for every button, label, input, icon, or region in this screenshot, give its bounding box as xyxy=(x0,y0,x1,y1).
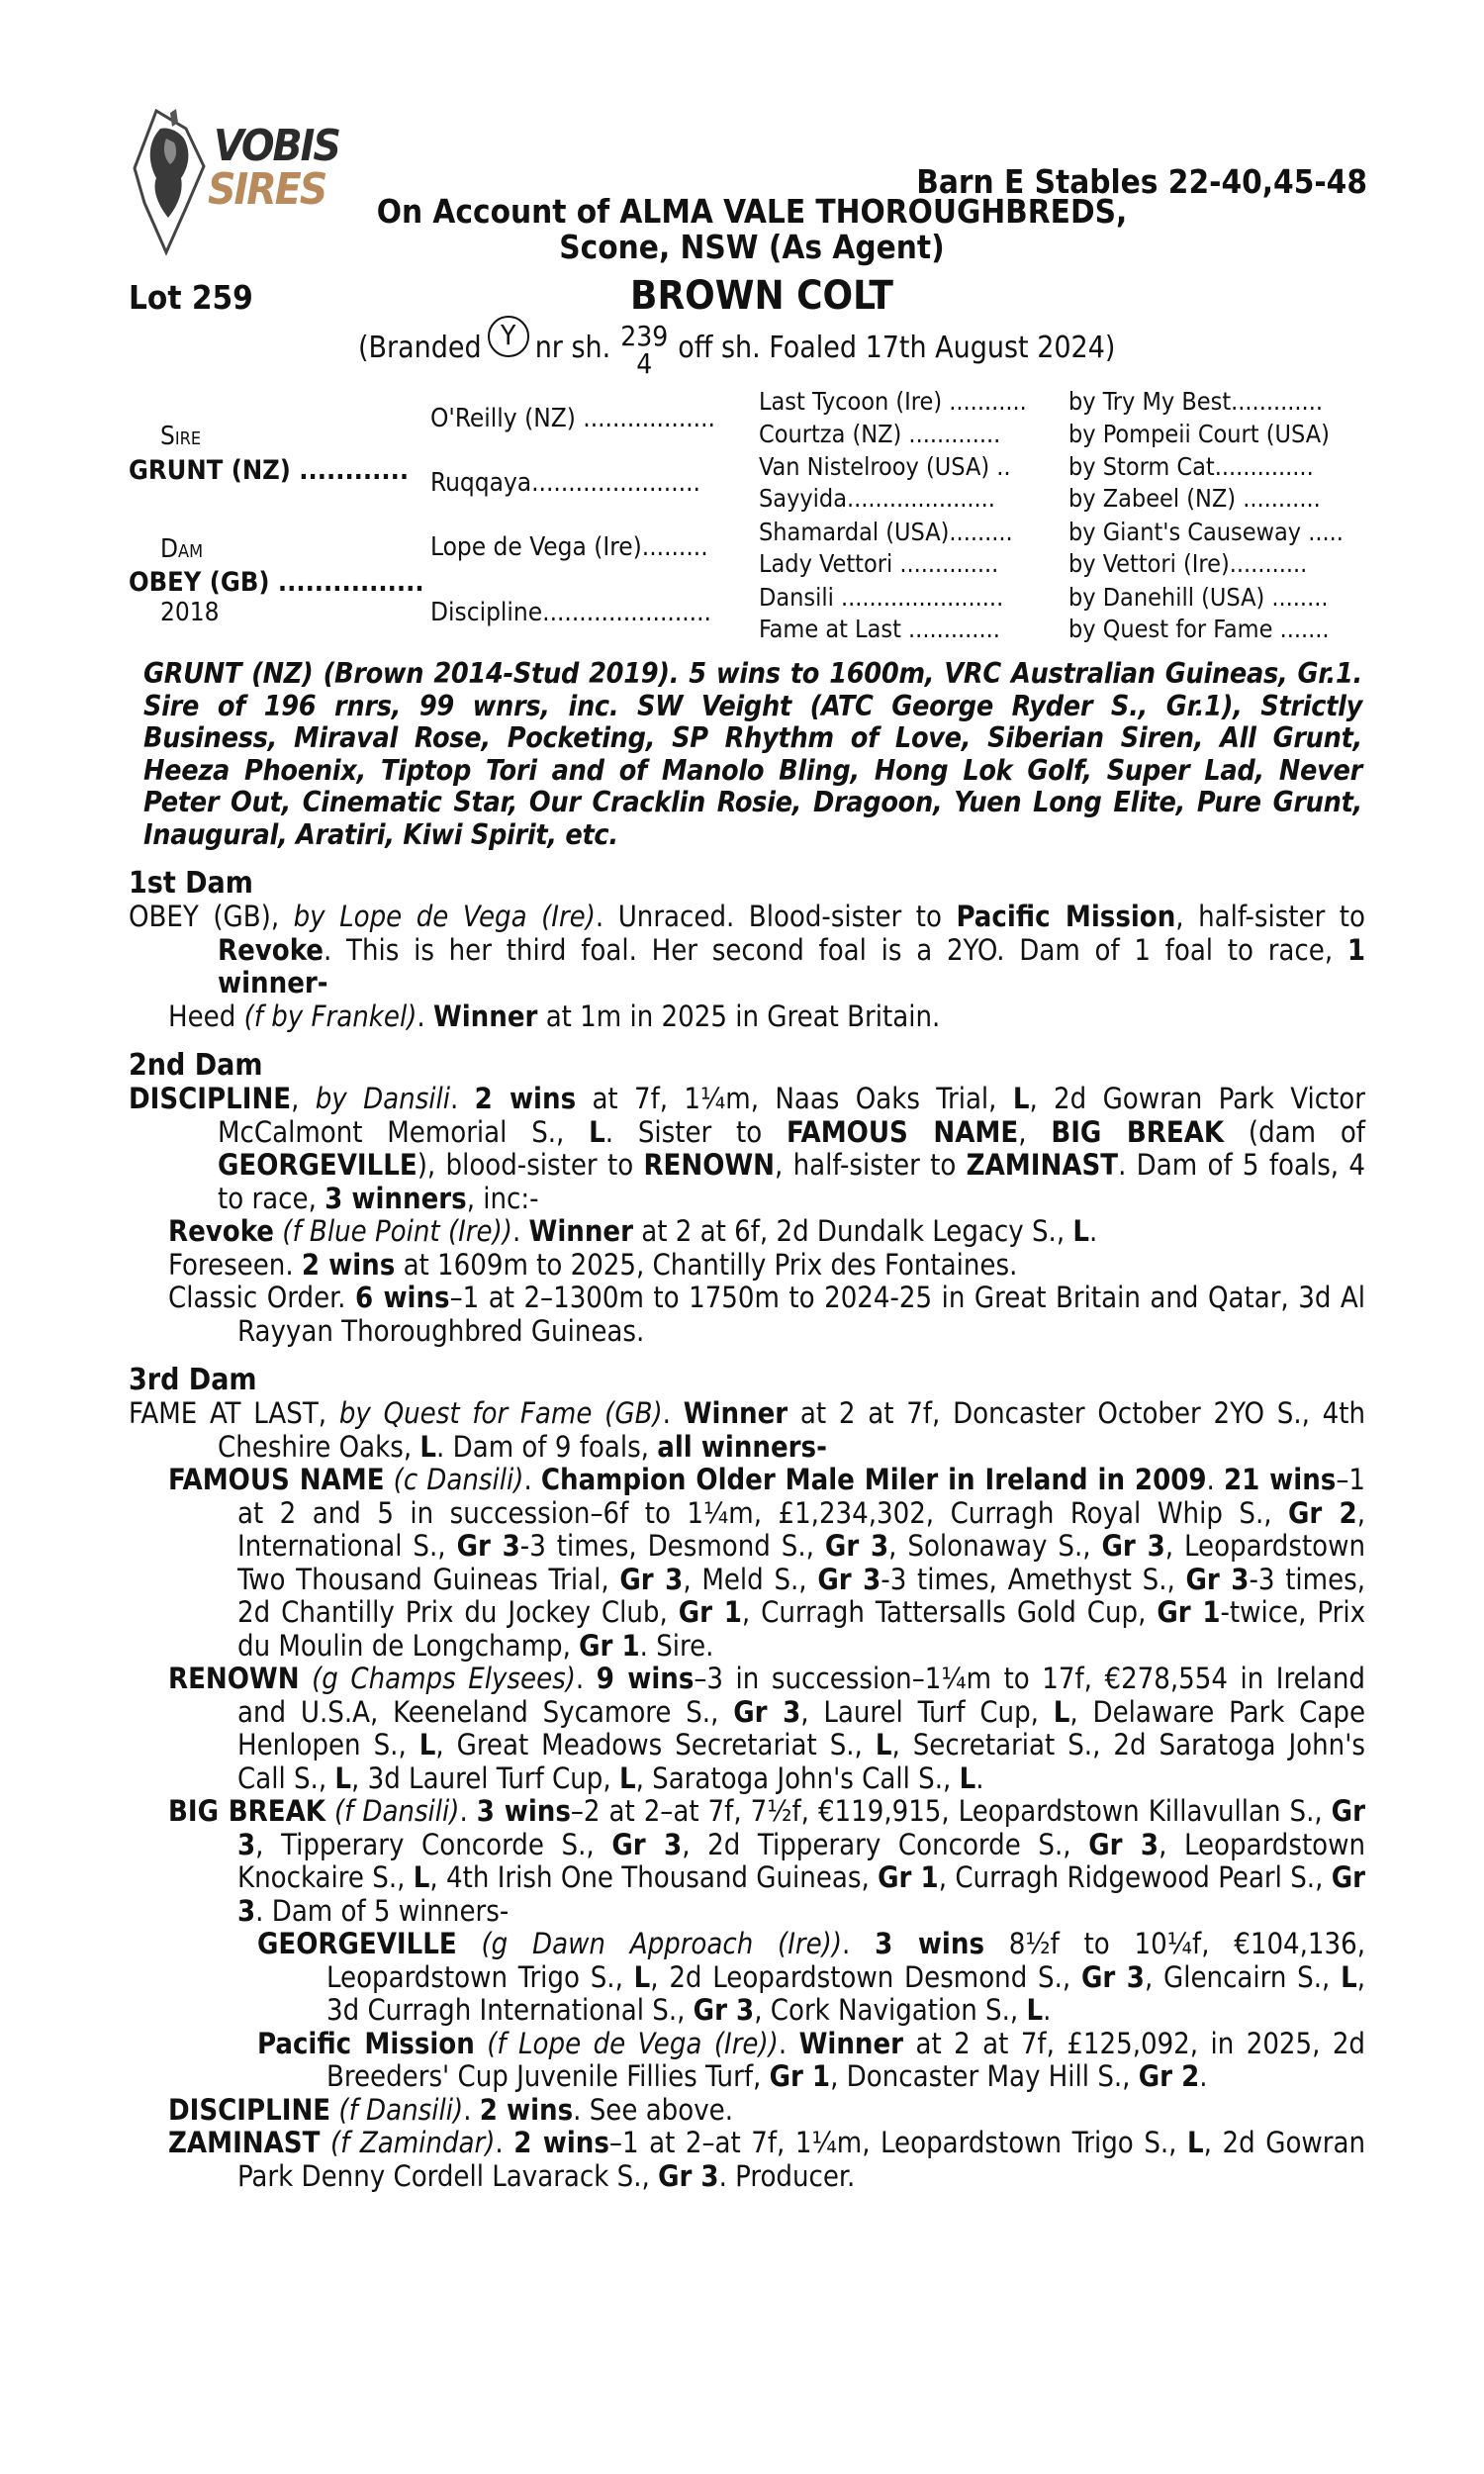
text: . Sire. xyxy=(639,1628,714,1663)
text: , Cork Navigation S., xyxy=(754,1993,1027,2027)
bold-text: Gr 3 xyxy=(619,1562,684,1596)
text: ), blood-sister to xyxy=(417,1148,644,1182)
pedigree-paragraph xyxy=(129,901,1365,1000)
text: , xyxy=(291,1082,316,1115)
text: , Doncaster May Hill S., xyxy=(830,2059,1139,2093)
bold-text: Gr 2 xyxy=(1288,1495,1357,1530)
bold-text: 2 wins xyxy=(513,2126,609,2159)
bold-text: Gr 1 xyxy=(769,2059,831,2093)
pedigree-paragraph xyxy=(129,1249,1365,1283)
sire-dam: Ruqqaya....................... xyxy=(430,468,700,498)
brand-near-side: nr sh. xyxy=(534,331,611,365)
bold-text: Gr 3 xyxy=(1080,1959,1145,1994)
bold-text: Gr 1 xyxy=(878,1860,939,1894)
dam-name: OBEY (GB) ................ xyxy=(129,567,424,598)
text: , 2d Gowran Park Victor McCalmont Memorial S., xyxy=(218,1082,1365,1149)
bold-text: 2 wins xyxy=(301,1247,396,1282)
gen3-sire: by Try My Best............. xyxy=(1068,387,1323,416)
bold-text: L xyxy=(1341,1959,1357,1994)
bold-text: Gr 3 xyxy=(1088,1827,1159,1861)
gen3-name: Dansili ....................... xyxy=(759,583,1004,612)
bold-text: L xyxy=(1026,1993,1044,2027)
text: . xyxy=(975,1760,984,1795)
bold-text: 2 wins xyxy=(479,2092,574,2127)
bold-text: Champion Older Male Miler in Ireland in 2009 xyxy=(540,1463,1207,1496)
bold-text: BIG BREAK xyxy=(1051,1114,1225,1149)
brand-prefix: (Branded xyxy=(358,331,482,365)
pedigree-paragraph xyxy=(129,1215,1365,1249)
bold-text: L xyxy=(1053,1694,1070,1729)
bold-text: Gr 1 xyxy=(678,1595,742,1629)
text: . xyxy=(662,1396,684,1430)
italic-text: (f Blue Point (Ire)) xyxy=(274,1214,512,1248)
bold-text: 2 wins xyxy=(474,1082,577,1115)
italic-text: (f Lope de Vega (Ire)) xyxy=(474,2026,779,2060)
bold-text: GEORGEVILLE xyxy=(218,1148,417,1182)
gen3-name: Van Nistelrooy (USA) .. xyxy=(759,452,1011,481)
text: –1 at 2–1300m to 1750m to 2024-25 in Great Britain and Qatar, 3d Al Rayyan Thoroughbred Guineas. xyxy=(237,1281,1365,1348)
section-heading: 2nd Dam xyxy=(129,1048,263,1083)
bold-text: Revoke xyxy=(218,932,324,967)
text: , xyxy=(1018,1114,1052,1149)
lot-number: Lot 259 xyxy=(129,278,253,317)
pedigree-paragraph xyxy=(129,1795,1365,1928)
text: . See above. xyxy=(573,2092,733,2127)
bold-text: 9 wins xyxy=(596,1662,695,1695)
italic-text: (f by Frankel) xyxy=(243,999,417,1033)
dam-dam: Discipline....................... xyxy=(430,598,711,627)
gen3-name: Lady Vettori .............. xyxy=(759,549,999,578)
text: , half-sister to xyxy=(1175,900,1365,933)
italic-text: (f Dansili) xyxy=(325,1794,460,1828)
italic-text: by Quest for Fame (GB) xyxy=(338,1396,663,1430)
bold-text: BIG BREAK xyxy=(168,1794,325,1828)
text: , inc:- xyxy=(466,1181,539,1215)
logo-text-sires: SIRES xyxy=(208,164,326,215)
gen3-sire: by Quest for Fame ....... xyxy=(1068,615,1330,643)
text: . Dam of 5 foals, 4 to race, xyxy=(218,1148,1366,1215)
text: -3 times, Amethyst S., xyxy=(881,1562,1186,1596)
text: at 7f, 1¼m, Naas Oaks Trial, xyxy=(576,1082,1013,1115)
text: . xyxy=(1206,1463,1224,1496)
gen3-sire: by Giant's Causeway ..... xyxy=(1068,518,1344,546)
text: , Leopardstown Knockaire S., xyxy=(237,1827,1366,1894)
text: Heed xyxy=(168,999,244,1033)
bold-text: Gr 3 xyxy=(1185,1562,1250,1596)
horse-rider-logo-icon xyxy=(127,109,216,257)
text: , Solonaway S., xyxy=(888,1529,1102,1563)
dam-section-2 xyxy=(129,1049,1365,1348)
dam-year: 2018 xyxy=(160,598,220,627)
text: , half-sister to xyxy=(775,1148,967,1182)
text: , Leopardstown Two Thousand Guineas Trial, xyxy=(237,1529,1366,1596)
italic-text: (f Zamindar) xyxy=(320,2126,496,2159)
bold-text: FAMOUS NAME xyxy=(168,1463,385,1496)
sire-name: GRUNT (NZ) ............ xyxy=(129,455,410,486)
text: , 2d Tipperary Concorde S., xyxy=(682,1827,1089,1861)
bold-text: Gr 3 xyxy=(693,1993,755,2027)
text: . xyxy=(575,1662,597,1695)
bold-text: RENOWN xyxy=(168,1662,300,1695)
text: at 2 at 7f, £125,092, in 2025, 2d Breeders' Cup Juvenile Fillies Turf, xyxy=(326,2026,1365,2093)
text: , Great Meadows Secretariat S., xyxy=(435,1728,876,1761)
italic-text: (g Dawn Approach (Ire)) xyxy=(456,1927,843,1960)
bold-text: L xyxy=(1012,1082,1030,1115)
bold-text: Gr 3 xyxy=(1101,1529,1165,1563)
gen3-name: Fame at Last ............. xyxy=(759,615,1000,643)
text: , 3d Curragh International S., xyxy=(326,1959,1366,2027)
pedigree-paragraph xyxy=(129,2127,1365,2193)
text: . Producer. xyxy=(718,2158,856,2193)
italic-text: by Lope de Vega (Ire) xyxy=(293,900,596,933)
text: –3 in succession–1¼m to 17f, €278,554 in Ireland and U.S.A, Keeneland Sycamore S., xyxy=(237,1662,1365,1729)
italic-text: (g Champs Elysees) xyxy=(299,1662,576,1695)
text: , Saratoga John's Call S., xyxy=(635,1760,960,1795)
text: . Sister to xyxy=(604,1114,787,1149)
text: , Meld S., xyxy=(683,1562,818,1596)
barn-stables: Barn E Stables 22-40,45-48 xyxy=(916,162,1367,201)
text: , 2d Gowran Park Denny Cordell Lavarack S., xyxy=(237,2126,1365,2193)
bold-text: Gr 3 xyxy=(611,1827,683,1861)
bold-text: Winner xyxy=(432,999,538,1033)
text: Classic Order. xyxy=(168,1281,355,1314)
dam-section-3 xyxy=(129,1364,1365,2193)
bold-text: Gr 3 xyxy=(733,1694,801,1729)
vobis-sires-logo xyxy=(127,109,339,257)
bold-text: Gr 1 xyxy=(579,1628,640,1663)
text: -3 times, Desmond S., xyxy=(519,1529,825,1563)
italic-text: by Dansili xyxy=(315,1082,451,1115)
bold-text: Gr 3 xyxy=(658,2158,719,2193)
bold-text: L xyxy=(633,1959,651,1994)
bold-text: Gr 1 xyxy=(1157,1595,1221,1629)
section-heading: 1st Dam xyxy=(129,866,253,901)
pedigree-paragraph xyxy=(129,1397,1365,1464)
bold-text: ZAMINAST xyxy=(966,1148,1119,1182)
gen3-sire: by Vettori (Ire)........... xyxy=(1068,549,1308,578)
text: . xyxy=(523,1463,541,1496)
text: . Dam of 9 foals, xyxy=(436,1429,658,1464)
text: , 3d Laurel Turf Cup, xyxy=(351,1760,619,1795)
text: (dam of xyxy=(1224,1114,1365,1149)
gen3-name: Shamardal (USA)......... xyxy=(759,518,1013,546)
bold-text: Gr 3 xyxy=(824,1529,889,1563)
text: –1 at 2 and 5 in succession–6f to 1¼m, £1,234,302, Curragh Royal Whip S., xyxy=(237,1463,1365,1530)
gen3-name: Courtza (NZ) ............. xyxy=(759,420,1001,448)
text: . This is her third foal. Her second foal is a 2YO. Dam of 1 foal to race, xyxy=(324,932,1347,967)
vendor-line-2: Scone, NSW (As Agent) xyxy=(559,228,945,266)
text: Foreseen. xyxy=(168,1247,302,1282)
bold-text: 6 wins xyxy=(354,1281,450,1314)
dam-section-1 xyxy=(129,867,1365,1033)
text: –1 at 2–at 7f, 1¼m, Leopardstown Trigo S., xyxy=(608,2126,1188,2159)
pedigree-paragraph xyxy=(129,1282,1365,1348)
pedigree-table xyxy=(129,384,1365,653)
bold-text: GEORGEVILLE xyxy=(257,1927,457,1960)
text: at 2 at 6f, 2d Dundalk Legacy S., xyxy=(632,1214,1073,1248)
sire-summary: GRUNT (NZ) (Brown 2014-Stud 2019). 5 wins to 1600m, VRC Australian Guineas, Gr.1. Sire of 196 rnrs, 99 wnrs, inc. SW Veight (ATC George Ryder S., Gr.1), Strictly Business, Miraval Rose, Pocketing, SP Rhythm of Love, Siberian Siren, All Grunt, Heeza Phoenix, Tiptop Tori and of Manolo Bling, Hong Lok Golf, Super Lad, Never Peter Out, Cinematic Star, Our Cracklin Rosie, Dragoon, Yuen Long Elite, Pure Grunt, Inaugural, Aratiri, Kiwi Spirit, etc. xyxy=(143,657,1362,851)
text: at 1609m to 2025, Chantilly Prix des Fontaines. xyxy=(395,1247,1018,1282)
text: . xyxy=(778,2026,799,2060)
pedigree-paragraph xyxy=(129,1928,1365,2028)
text: . Unraced. Blood-sister to xyxy=(595,900,957,933)
text: . xyxy=(511,1214,529,1248)
logo-text-vobis: VOBIS xyxy=(214,121,339,171)
bold-text: FAMOUS NAME xyxy=(787,1114,1019,1149)
text: . xyxy=(450,1082,475,1115)
text: , Curragh Ridgewood Pearl S., xyxy=(938,1860,1332,1894)
bold-text: 3 winners xyxy=(325,1181,467,1215)
bold-text: 3 wins xyxy=(875,1927,984,1960)
sire-label: Sire xyxy=(160,422,202,451)
italic-text: (c Dansili) xyxy=(384,1463,524,1496)
text: –2 at 2–at 7f, 7½f, €119,915, Leopardstown Killavullan S., xyxy=(570,1794,1332,1828)
text: at 1m in 2025 in Great Britain. xyxy=(537,999,941,1033)
brand-symbol-icon: Y xyxy=(488,316,529,357)
gen3-sire: by Zabeel (NZ) ........... xyxy=(1068,484,1321,513)
text: . xyxy=(463,2092,480,2127)
text: , 4th Irish One Thousand Guineas, xyxy=(429,1860,879,1894)
bold-text: L xyxy=(419,1429,437,1464)
dam-sections xyxy=(129,867,1365,2193)
pedigree-paragraph xyxy=(129,1663,1365,1795)
pedigree-paragraph xyxy=(129,1000,1365,1034)
text: . Dam of 5 winners- xyxy=(255,1893,510,1928)
bold-text: Gr 3 xyxy=(817,1562,881,1596)
bold-text: RENOWN xyxy=(643,1148,776,1182)
brand-number-bottom: 4 xyxy=(636,347,653,380)
bold-text: L xyxy=(413,1860,430,1894)
gen3-name: Last Tycoon (Ire) ........... xyxy=(759,387,1027,416)
bold-text: Winner xyxy=(798,2026,904,2060)
text: 8½f to 10¼f, €104,136, Leopardstown Trigo S., xyxy=(326,1927,1365,1994)
bold-text: L xyxy=(618,1760,636,1795)
pedigree-paragraph xyxy=(129,1083,1365,1215)
bold-text: L xyxy=(1072,1214,1090,1248)
pedigree-paragraph xyxy=(129,2094,1365,2128)
text: , Curragh Tattersalls Gold Cup, xyxy=(741,1595,1158,1629)
bold-text: L xyxy=(875,1728,892,1761)
text: . xyxy=(459,1794,477,1828)
pedigree-paragraph xyxy=(129,2028,1365,2094)
bold-text: Winner xyxy=(528,1214,633,1248)
text: FAME AT LAST, xyxy=(129,1396,339,1430)
text: at 2 at 7f, Doncaster October 2YO S., 4th Cheshire Oaks, xyxy=(218,1396,1366,1464)
brand-number xyxy=(620,320,669,380)
text: , Tipperary Concorde S., xyxy=(255,1827,612,1861)
bold-text: all winners- xyxy=(657,1429,827,1464)
brand-suffix: off sh. Foaled 17th August 2024) xyxy=(678,331,1116,365)
bold-text: Pacific Mission xyxy=(956,900,1176,933)
bold-text: Winner xyxy=(683,1396,788,1430)
bold-text: DISCIPLINE xyxy=(168,2092,331,2127)
text: . xyxy=(1199,2059,1208,2093)
text: , International S., xyxy=(237,1495,1365,1563)
section-heading: 3rd Dam xyxy=(129,1363,257,1397)
dam-sire: Lope de Vega (Ire)......... xyxy=(430,532,708,562)
bold-text: L xyxy=(418,1728,436,1761)
bold-text: ZAMINAST xyxy=(168,2126,321,2159)
pedigree-paragraph xyxy=(129,1464,1365,1663)
text: . xyxy=(1089,1214,1098,1248)
text: , Laurel Turf Cup, xyxy=(800,1694,1054,1729)
bold-text: L xyxy=(959,1760,976,1795)
bold-text: Gr 3 xyxy=(456,1529,520,1563)
bold-text: L xyxy=(334,1760,352,1795)
dam-label: Dam xyxy=(160,534,204,564)
bold-text: DISCIPLINE xyxy=(129,1082,292,1115)
bold-text: Pacific Mission xyxy=(257,2026,475,2060)
text: -3 times, 2d Chantilly Prix du Jockey Club, xyxy=(237,1562,1366,1629)
text: . xyxy=(417,999,433,1033)
bold-text: Revoke xyxy=(168,1214,274,1248)
text: , Secretariat S., 2d Saratoga John's Call S., xyxy=(237,1728,1365,1795)
bold-text: Gr 3 xyxy=(237,1794,1365,1861)
brand-number-top: 239 xyxy=(620,320,669,352)
bold-text: 3 wins xyxy=(476,1794,571,1828)
bold-text: 1 winner- xyxy=(218,932,1365,999)
bold-text: L xyxy=(1187,2126,1204,2159)
gen3-name: Sayyida..................... xyxy=(759,484,995,513)
text: . xyxy=(842,1927,876,1960)
catalogue-body xyxy=(129,658,1365,2193)
gen3-sire: by Danehill (USA) ........ xyxy=(1068,583,1329,612)
text: , 2d Leopardstown Desmond S., xyxy=(650,1959,1081,1994)
text: , Delaware Park Cape Henlopen S., xyxy=(237,1694,1366,1761)
text: , Glencairn S., xyxy=(1144,1959,1342,1994)
vendor-account xyxy=(366,194,1138,265)
sire-sire: O'Reilly (NZ) .................. xyxy=(430,404,715,433)
gen3-sire: by Storm Cat.............. xyxy=(1068,452,1314,481)
italic-text: (f Dansili) xyxy=(330,2092,464,2127)
horse-description-title: BROWN COLT xyxy=(630,273,893,319)
gen3-sire: by Pompeii Court (USA) xyxy=(1068,420,1330,448)
bold-text: Gr 2 xyxy=(1138,2059,1200,2093)
bold-text: 21 wins xyxy=(1223,1463,1337,1496)
text: . xyxy=(1043,1993,1052,2027)
bold-text: Gr 3 xyxy=(237,1860,1366,1928)
vendor-line-1: On Account of ALMA VALE THOROUGHBREDS, xyxy=(376,192,1128,231)
text: . xyxy=(495,2126,514,2159)
bold-text: L xyxy=(589,1114,605,1149)
brand-line xyxy=(358,319,1115,378)
text: -twice, Prix du Moulin de Longchamp, xyxy=(237,1595,1366,1663)
text: OBEY (GB), xyxy=(129,900,294,933)
